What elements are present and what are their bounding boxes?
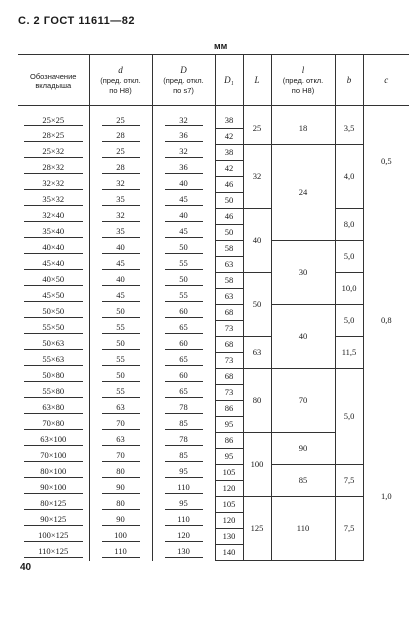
D-cell xyxy=(152,225,215,241)
cell-value: 95 xyxy=(165,499,203,510)
cell-value: 70 xyxy=(102,451,140,462)
cell-value: 78 xyxy=(165,403,203,414)
cell-value: 28×32 xyxy=(24,163,83,174)
D1-cell: 38 xyxy=(215,145,243,161)
cell-value: 50 xyxy=(165,243,203,254)
d-cell xyxy=(89,241,152,257)
d-cell xyxy=(89,161,152,177)
L-cell: 63 xyxy=(243,337,271,369)
cell-value: 50×63 xyxy=(24,339,83,350)
D1-cell: 120 xyxy=(215,481,243,497)
l-cell: 70 xyxy=(271,369,335,433)
designation-cell xyxy=(18,209,89,225)
cell-value: 32 xyxy=(102,211,140,222)
cell-value: 36 xyxy=(165,131,203,142)
cell-value: 32 xyxy=(165,116,203,127)
L-cell: 32 xyxy=(243,145,271,209)
b-cell: 10,0 xyxy=(335,273,363,305)
designation-cell xyxy=(18,529,89,545)
cell-value: 35×40 xyxy=(24,227,83,238)
d-cell xyxy=(89,337,152,353)
spacer-row xyxy=(18,106,409,114)
cell-value: 85 xyxy=(165,419,203,430)
designation-cell xyxy=(18,273,89,289)
d-cell xyxy=(89,433,152,449)
b-cell: 5,0 xyxy=(335,241,363,273)
cell-value: 110×125 xyxy=(24,547,83,558)
cell-value: 32×32 xyxy=(24,179,83,190)
designation-cell xyxy=(18,193,89,209)
l-cell: 18 xyxy=(271,113,335,145)
cell-value: 65 xyxy=(165,355,203,366)
designation-cell xyxy=(18,433,89,449)
d-cell xyxy=(89,465,152,481)
cell-value: 110 xyxy=(102,547,140,558)
designation-cell xyxy=(18,305,89,321)
table-row xyxy=(18,369,409,385)
table-header-row xyxy=(18,55,409,106)
page-header: С. 2 ГОСТ 11611—82 xyxy=(18,15,135,27)
d-cell xyxy=(89,225,152,241)
cell-value: 80×100 xyxy=(24,467,83,478)
table-row xyxy=(18,273,409,289)
cell-value: 40 xyxy=(165,179,203,190)
cell-value: 32 xyxy=(102,179,140,190)
cell-value: 100 xyxy=(102,531,140,542)
d-cell xyxy=(89,417,152,433)
designation-cell xyxy=(18,401,89,417)
designation-cell xyxy=(18,385,89,401)
cell-value: 70×80 xyxy=(24,419,83,430)
d-cell xyxy=(89,353,152,369)
col-header-designation: Обозначение вкладыша xyxy=(18,55,89,106)
D-cell xyxy=(152,241,215,257)
d-cell xyxy=(89,321,152,337)
cell-value: 70 xyxy=(102,419,140,430)
D-cell xyxy=(152,401,215,417)
D1-cell: 63 xyxy=(215,257,243,273)
d-cell xyxy=(89,529,152,545)
b-cell: 11,5 xyxy=(335,337,363,369)
cell-value: 50×80 xyxy=(24,371,83,382)
L-cell: 40 xyxy=(243,209,271,273)
table-row xyxy=(18,337,409,353)
designation-cell xyxy=(18,369,89,385)
cell-value: 95 xyxy=(165,467,203,478)
designation-cell xyxy=(18,113,89,129)
l-cell: 30 xyxy=(271,241,335,305)
designation-cell xyxy=(18,129,89,145)
units-label: мм xyxy=(214,41,228,51)
cell-value: 120 xyxy=(165,531,203,542)
D1-cell: 68 xyxy=(215,369,243,385)
cell-value: 35 xyxy=(102,227,140,238)
designation-cell xyxy=(18,449,89,465)
c-cell: 0,5 xyxy=(363,113,409,209)
D1-cell: 86 xyxy=(215,433,243,449)
cell-value: 28×25 xyxy=(24,131,83,142)
l-cell: 85 xyxy=(271,465,335,497)
col-header-l: l (пред. откл. по Н8) xyxy=(271,55,335,106)
D1-cell: 73 xyxy=(215,385,243,401)
b-cell: 8,0 xyxy=(335,209,363,241)
cell-value: 25×32 xyxy=(24,147,83,158)
table-row xyxy=(18,145,409,161)
D1-cell: 68 xyxy=(215,337,243,353)
D-cell xyxy=(152,289,215,305)
col-header-D: D (пред. откл. по s7) xyxy=(152,55,215,106)
d-cell xyxy=(89,401,152,417)
cell-value: 50×50 xyxy=(24,307,83,318)
cell-value: 60 xyxy=(165,371,203,382)
d-cell xyxy=(89,305,152,321)
D-cell xyxy=(152,145,215,161)
cell-value: 40 xyxy=(165,211,203,222)
designation-cell xyxy=(18,513,89,529)
cell-value: 110 xyxy=(165,515,203,526)
table-row xyxy=(18,497,409,513)
D-cell xyxy=(152,305,215,321)
d-cell xyxy=(89,481,152,497)
page-number: 40 xyxy=(20,562,32,573)
d-cell xyxy=(89,177,152,193)
cell-value: 28 xyxy=(102,131,140,142)
cell-value: 80×125 xyxy=(24,499,83,510)
d-cell xyxy=(89,497,152,513)
D1-cell: 95 xyxy=(215,449,243,465)
D-cell xyxy=(152,529,215,545)
L-cell: 50 xyxy=(243,273,271,337)
cell-value: 28 xyxy=(102,163,140,174)
cell-value: 90×100 xyxy=(24,483,83,494)
table-row xyxy=(18,241,409,257)
table-row xyxy=(18,305,409,321)
table-row xyxy=(18,209,409,225)
designation-cell xyxy=(18,321,89,337)
cell-value: 25 xyxy=(102,116,140,127)
D1-cell: 73 xyxy=(215,353,243,369)
D1-cell: 130 xyxy=(215,529,243,545)
designation-cell xyxy=(18,257,89,273)
D-cell xyxy=(152,369,215,385)
col-header-b: b xyxy=(335,55,363,106)
L-cell: 100 xyxy=(243,433,271,497)
D1-cell: 46 xyxy=(215,209,243,225)
b-cell: 5,0 xyxy=(335,369,363,465)
L-cell: 125 xyxy=(243,497,271,561)
D1-cell: 105 xyxy=(215,465,243,481)
col-header-d: d (пред. откл. по Н8) xyxy=(89,55,152,106)
cell-value: 50 xyxy=(102,371,140,382)
D1-cell: 58 xyxy=(215,273,243,289)
D-cell xyxy=(152,337,215,353)
b-cell: 7,5 xyxy=(335,465,363,497)
D-cell xyxy=(152,209,215,225)
cell-value: 50 xyxy=(102,339,140,350)
d-cell xyxy=(89,209,152,225)
cell-value: 55 xyxy=(102,323,140,334)
D-cell xyxy=(152,161,215,177)
cell-value: 45 xyxy=(165,227,203,238)
cell-value: 55×63 xyxy=(24,355,83,366)
designation-cell xyxy=(18,161,89,177)
D1-cell: 42 xyxy=(215,129,243,145)
cell-value: 100×125 xyxy=(24,531,83,542)
cell-value: 55×50 xyxy=(24,323,83,334)
d-cell xyxy=(89,385,152,401)
D1-cell: 38 xyxy=(215,113,243,129)
cell-value: 63×100 xyxy=(24,435,83,446)
col-header-L: L xyxy=(243,55,271,106)
d-cell xyxy=(89,113,152,129)
D-cell xyxy=(152,353,215,369)
cell-value: 32 xyxy=(165,147,203,158)
designation-cell xyxy=(18,465,89,481)
cell-value: 80 xyxy=(102,467,140,478)
designation-cell xyxy=(18,545,89,561)
d-cell xyxy=(89,449,152,465)
D-cell xyxy=(152,321,215,337)
cell-value: 55 xyxy=(165,291,203,302)
cell-value: 55 xyxy=(102,355,140,366)
D-cell xyxy=(152,465,215,481)
cell-value: 55×80 xyxy=(24,387,83,398)
cell-value: 45 xyxy=(102,291,140,302)
cell-value: 55 xyxy=(102,387,140,398)
designation-cell xyxy=(18,417,89,433)
cell-value: 90 xyxy=(102,483,140,494)
designation-cell xyxy=(18,225,89,241)
cell-value: 40 xyxy=(102,275,140,286)
D-cell xyxy=(152,385,215,401)
l-cell: 24 xyxy=(271,145,335,241)
table-row xyxy=(18,465,409,481)
cell-value: 63 xyxy=(102,403,140,414)
D1-cell: 46 xyxy=(215,177,243,193)
D-cell xyxy=(152,513,215,529)
designation-cell xyxy=(18,145,89,161)
D1-cell: 120 xyxy=(215,513,243,529)
D1-cell: 63 xyxy=(215,289,243,305)
cell-value: 40×40 xyxy=(24,243,83,254)
cell-value: 65 xyxy=(165,323,203,334)
cell-value: 45 xyxy=(165,195,203,206)
cell-value: 36 xyxy=(165,163,203,174)
cell-value: 78 xyxy=(165,435,203,446)
b-cell: 5,0 xyxy=(335,305,363,337)
cell-value: 65 xyxy=(165,387,203,398)
cell-value: 60 xyxy=(165,339,203,350)
D-cell xyxy=(152,449,215,465)
c-cell: 0,8 xyxy=(363,209,409,433)
d-cell xyxy=(89,289,152,305)
cell-value: 32×40 xyxy=(24,211,83,222)
cell-value: 45 xyxy=(102,259,140,270)
cell-value: 63×80 xyxy=(24,403,83,414)
b-cell: 3,5 xyxy=(335,113,363,145)
D1-cell: 86 xyxy=(215,401,243,417)
D-cell xyxy=(152,113,215,129)
cell-value: 45×50 xyxy=(24,291,83,302)
cell-value: 50 xyxy=(165,275,203,286)
cell-value: 45×40 xyxy=(24,259,83,270)
cell-value: 35 xyxy=(102,195,140,206)
designation-cell xyxy=(18,497,89,513)
D-cell xyxy=(152,545,215,561)
d-cell xyxy=(89,257,152,273)
cell-value: 110 xyxy=(165,483,203,494)
cell-value: 40×50 xyxy=(24,275,83,286)
D1-cell: 42 xyxy=(215,161,243,177)
b-cell: 4,0 xyxy=(335,145,363,209)
D-cell xyxy=(152,257,215,273)
cell-value: 50 xyxy=(102,307,140,318)
D1-cell: 105 xyxy=(215,497,243,513)
D1-cell: 140 xyxy=(215,545,243,561)
d-cell xyxy=(89,145,152,161)
l-cell: 110 xyxy=(271,497,335,561)
D1-cell: 68 xyxy=(215,305,243,321)
D1-cell: 50 xyxy=(215,225,243,241)
d-cell xyxy=(89,273,152,289)
D1-cell: 95 xyxy=(215,417,243,433)
D-cell xyxy=(152,193,215,209)
D-cell xyxy=(152,433,215,449)
l-cell: 90 xyxy=(271,433,335,465)
d-cell xyxy=(89,129,152,145)
dimensions-table xyxy=(18,54,409,561)
cell-value: 25 xyxy=(102,147,140,158)
D1-cell: 58 xyxy=(215,241,243,257)
cell-value: 55 xyxy=(165,259,203,270)
cell-value: 40 xyxy=(102,243,140,254)
cell-value: 85 xyxy=(165,451,203,462)
d-cell xyxy=(89,193,152,209)
D-cell xyxy=(152,273,215,289)
cell-value: 80 xyxy=(102,499,140,510)
table-row xyxy=(18,113,409,129)
designation-cell xyxy=(18,337,89,353)
b-cell: 7,5 xyxy=(335,497,363,561)
cell-value: 70×100 xyxy=(24,451,83,462)
D-cell xyxy=(152,481,215,497)
designation-cell xyxy=(18,177,89,193)
l-cell: 40 xyxy=(271,305,335,369)
cell-value: 60 xyxy=(165,307,203,318)
designation-cell xyxy=(18,353,89,369)
L-cell: 80 xyxy=(243,369,271,433)
designation-cell xyxy=(18,241,89,257)
designation-cell xyxy=(18,481,89,497)
D-cell xyxy=(152,129,215,145)
L-cell: 25 xyxy=(243,113,271,145)
cell-value: 35×32 xyxy=(24,195,83,206)
D-cell xyxy=(152,417,215,433)
table-body xyxy=(18,106,409,561)
D1-cell: 73 xyxy=(215,321,243,337)
cell-value: 90×125 xyxy=(24,515,83,526)
D-cell xyxy=(152,497,215,513)
cell-value: 63 xyxy=(102,435,140,446)
designation-cell xyxy=(18,289,89,305)
c-cell: 1,0 xyxy=(363,433,409,561)
cell-value: 90 xyxy=(102,515,140,526)
col-header-D1: D₁ xyxy=(215,55,243,106)
D1-cell: 50 xyxy=(215,193,243,209)
d-cell xyxy=(89,545,152,561)
cell-value: 25×25 xyxy=(24,116,83,127)
d-cell xyxy=(89,513,152,529)
col-header-c: c xyxy=(363,55,409,106)
cell-value: 130 xyxy=(165,547,203,558)
D-cell xyxy=(152,177,215,193)
d-cell xyxy=(89,369,152,385)
